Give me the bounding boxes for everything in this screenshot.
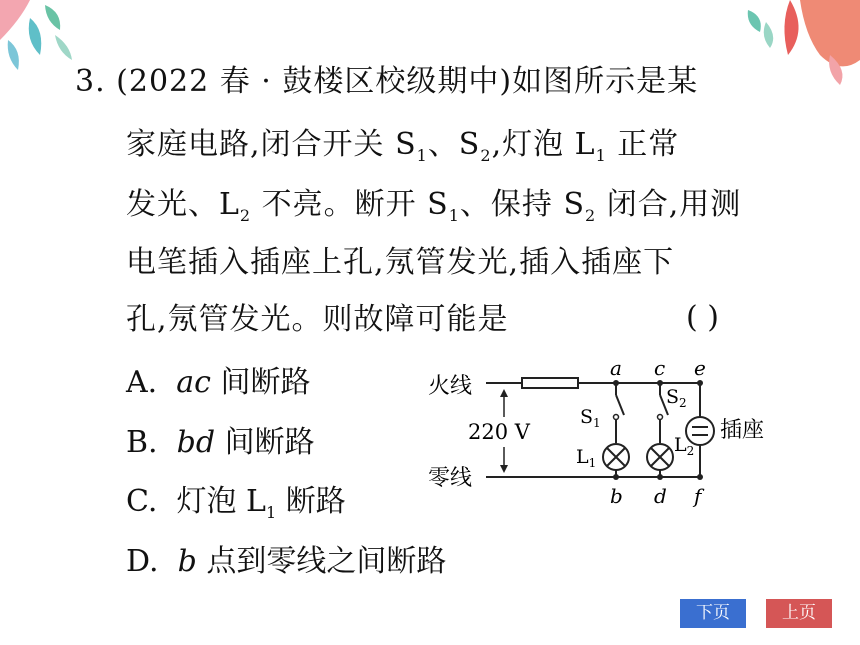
switch-s1 <box>616 395 624 415</box>
l2-label: $L_2$ <box>674 434 695 458</box>
question-line-3: 发光、$L_2$ 不亮。断开 $S_1$、保持 $S_2$ 闭合,用测 <box>126 187 742 225</box>
prev-page-button[interactable]: 上页 <box>766 599 832 628</box>
question-line-4: 电笔插入插座上孔,氖管发光,插入插座下 <box>126 245 675 280</box>
next-page-button[interactable]: 下页 <box>680 599 746 628</box>
neutral-wire-label: 零线 <box>428 466 473 491</box>
question-line-2: 家庭电路,闭合开关 $S_1$、$S_2$,灯泡 $L_1$ 正常 <box>126 127 680 165</box>
socket <box>686 417 714 445</box>
top-right-floral-decoration <box>730 0 860 90</box>
answer-blank: ( ) <box>686 300 719 335</box>
option-b[interactable]: B. bd 间断路 <box>126 425 315 460</box>
s2-label: $S_2$ <box>666 386 687 410</box>
question-line-1 <box>75 62 698 102</box>
question-source: (2022 春 · 鼓楼区校级期中) <box>116 64 513 99</box>
voltage-label: 220 V <box>468 420 530 444</box>
svg-text:a: a <box>610 356 622 380</box>
option-c[interactable]: C. 灯泡 $L_1$ 断路 <box>126 484 346 522</box>
question-text-1: 如图所示是某 <box>512 64 699 99</box>
socket-label: 插座 <box>720 418 765 443</box>
svg-text:e: e <box>694 356 706 380</box>
circuit-diagram <box>420 355 790 510</box>
question-number: 3. <box>75 64 106 99</box>
svg-text:b: b <box>610 484 623 508</box>
question-line-5: 孔,氖管发光。则故障可能是 <box>126 302 509 337</box>
option-a[interactable]: A. ac 间断路 <box>126 365 311 400</box>
svg-text:c: c <box>654 356 666 380</box>
fuse <box>522 378 578 388</box>
s1-label: $S_1$ <box>580 406 601 430</box>
svg-text:d: d <box>654 484 667 508</box>
svg-text:f: f <box>694 484 702 508</box>
live-wire-label: 火线 <box>428 374 473 399</box>
option-d[interactable]: D. b 点到零线之间断路 <box>126 544 447 579</box>
l1-label: $L_1$ <box>576 446 597 470</box>
